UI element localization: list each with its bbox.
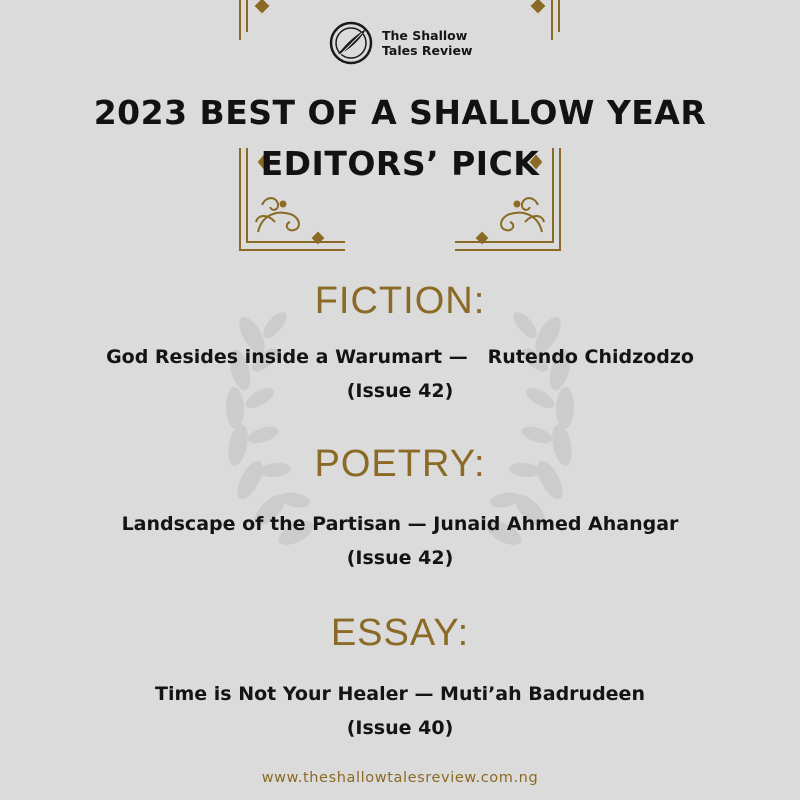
brand-name-line2: Tales Review: [382, 43, 473, 58]
headline-title: 2023 BEST OF A SHALLOW YEAR: [93, 93, 707, 132]
section-heading-essay: ESSAY:: [330, 612, 470, 654]
quill-circle-icon: [328, 20, 374, 66]
website-url: www.theshallowtalesreview.com.ng: [261, 770, 539, 786]
section-heading-poetry: POETRY:: [314, 443, 486, 485]
essay-entry-issue: (Issue 40): [346, 717, 454, 739]
poetry-entry-title: Landscape of the Partisan — Junaid Ahmed Ahangar: [121, 513, 679, 535]
brand-name-line1: The Shallow: [382, 28, 468, 43]
brand-block: [328, 18, 472, 68]
fiction-entry-title: God Resides inside a Warumart — Rutendo Chidzodzo: [106, 346, 694, 368]
brand-name: [382, 28, 472, 58]
essay-entry-title: Time is Not Your Healer — Muti’ah Badrudeen: [155, 683, 645, 705]
headline-subtitle: EDITORS’ PICK: [260, 144, 540, 183]
poetry-entry-issue: (Issue 42): [346, 547, 454, 569]
section-heading-fiction: FICTION:: [314, 280, 486, 322]
fiction-entry-issue: (Issue 42): [346, 380, 454, 402]
